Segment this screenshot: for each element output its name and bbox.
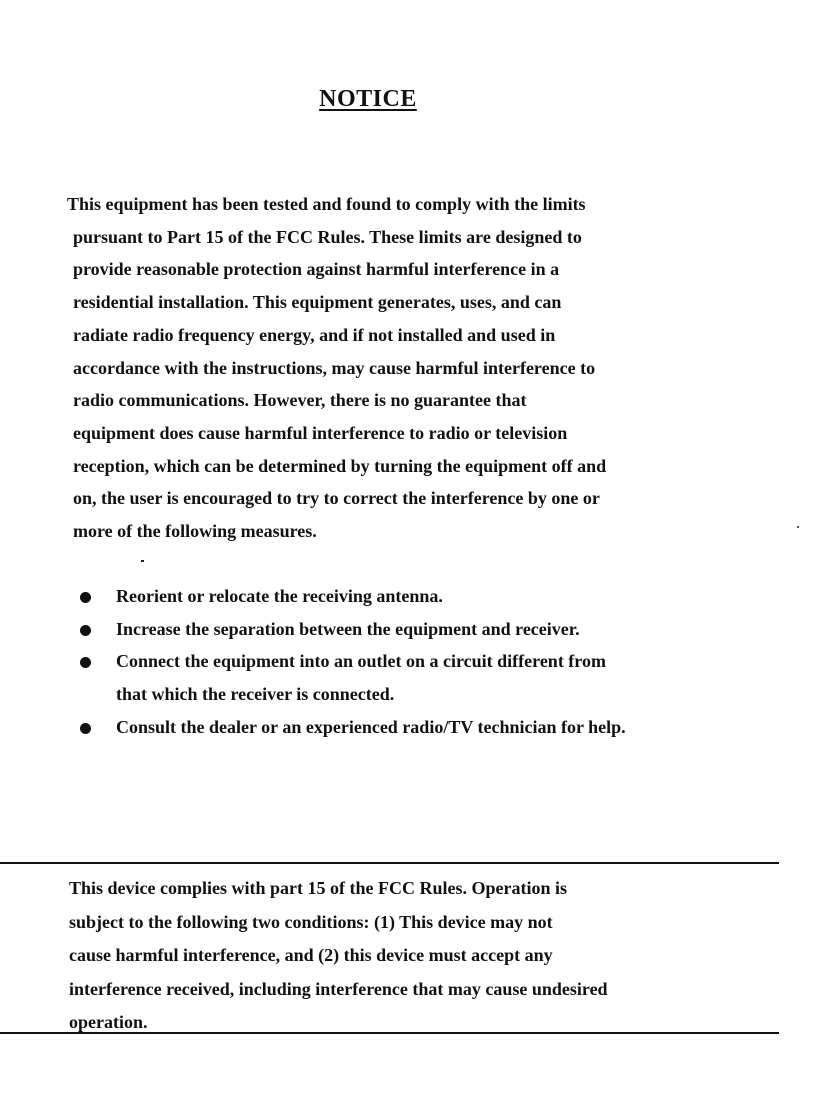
- fcc-line: This device complies with part 15 of the FCC Rules. Operation is: [69, 878, 567, 898]
- paragraph-line: reception, which can be determined by turning the equipment off and: [73, 455, 607, 476]
- measure-line: Reorient or relocate the receiving antenna.: [116, 586, 443, 606]
- top-divider: [0, 862, 779, 864]
- measure-line: that which the receiver is connected.: [116, 684, 395, 705]
- notice-title: NOTICE: [319, 86, 417, 112]
- measure-line: Connect the equipment into an outlet on a circuit different from: [116, 651, 606, 672]
- list-item: [76, 711, 736, 744]
- measures-list: [76, 580, 736, 744]
- bullet-icon: [80, 723, 91, 734]
- bottom-divider: [0, 1032, 779, 1034]
- fcc-line: subject to the following two conditions: (1) This device may not: [69, 911, 553, 932]
- paragraph-line: radio communications. However, there is no guarantee that: [73, 390, 527, 411]
- stray-dot: [797, 526, 799, 528]
- fcc-line: cause harmful interference, and (2) this device must accept any: [69, 945, 553, 965]
- fcc-line: interference received, including interference that may cause undesired: [69, 978, 608, 999]
- paragraph-line: provide reasonable protection against harmful interference in a: [73, 259, 560, 280]
- list-item: [76, 580, 736, 613]
- paragraph-line: This equipment has been tested and found to comply with the limits: [67, 194, 586, 214]
- notice-paragraph: [67, 188, 707, 548]
- list-item: [76, 645, 736, 710]
- bullet-icon: [80, 657, 91, 668]
- paragraph-line: accordance with the instructions, may cause harmful interference to: [73, 357, 596, 378]
- fcc-statement: [69, 872, 749, 1040]
- paragraph-line: on, the user is encouraged to try to correct the interference by one or: [73, 488, 600, 509]
- paragraph-line: radiate radio frequency energy, and if not installed and used in: [73, 324, 556, 345]
- paragraph-line: equipment does cause harmful interference to radio or television: [73, 422, 568, 443]
- stray-mark: [141, 560, 144, 562]
- measure-line: Consult the dealer or an experienced radio/TV technician for help.: [116, 716, 626, 737]
- paragraph-line: more of the following measures.: [73, 521, 317, 542]
- list-item: [76, 613, 736, 646]
- measure-line: Increase the separation between the equipment and receiver.: [116, 618, 580, 639]
- paragraph-line: residential installation. This equipment generates, uses, and can: [73, 292, 562, 313]
- paragraph-line: pursuant to Part 15 of the FCC Rules. These limits are designed to: [73, 226, 582, 247]
- bullet-icon: [80, 592, 91, 603]
- bullet-icon: [80, 625, 91, 636]
- fcc-line: operation.: [69, 1012, 148, 1032]
